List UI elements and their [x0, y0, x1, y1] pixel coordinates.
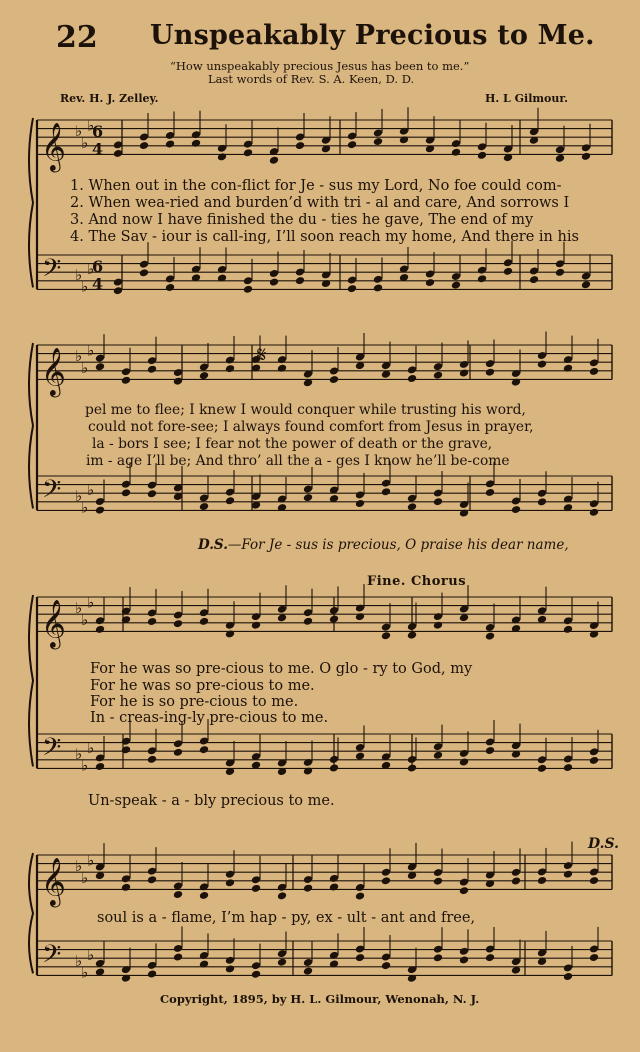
flat-sign-icon: ♭: [75, 744, 83, 763]
bass-clef-icon: 𝄢: [42, 253, 62, 289]
epigraph-quote: “How unspeakably precious Jesus has been to me.”: [170, 59, 470, 73]
treble-notehead: [407, 374, 417, 383]
chorus-line-2: soul is a - flame, I’m hap - py, ex - ult - ant and free,: [97, 910, 476, 926]
bass-notehead: [581, 280, 591, 289]
treble-notehead: [399, 135, 409, 144]
bass-notehead: [589, 953, 599, 962]
flat-sign-icon: ♭: [87, 851, 95, 870]
bass-notehead: [199, 502, 209, 511]
treble-notehead: [121, 883, 131, 892]
flat-sign-icon: ♭: [81, 358, 89, 377]
bass-notehead: [503, 267, 513, 276]
treble-notehead: [243, 148, 253, 157]
bass-clef-icon: 𝄢: [42, 732, 62, 768]
bass-notehead: [537, 497, 547, 506]
treble-notehead: [355, 892, 365, 901]
flat-sign-icon: ♭: [81, 756, 89, 775]
treble-notehead: [121, 376, 131, 385]
bass-clef-icon: 𝄢: [42, 474, 62, 510]
flat-sign-icon: ♭: [81, 498, 89, 517]
treble-notehead: [251, 621, 261, 630]
treble-notehead: [563, 870, 573, 879]
bass-notehead: [459, 757, 469, 766]
bass-notehead: [355, 499, 365, 508]
verse-1-line-2: pel me to flee; I knew I would conquer while trusting his word,: [85, 402, 526, 418]
verse-2-line-1: 2. When wea-ried and burden’d with tri - al and care, And sorrows I: [70, 195, 570, 211]
bass-notehead: [199, 745, 209, 754]
bass-notehead: [121, 488, 131, 497]
verse-3-line-1: 3. And now I have finished the du - ties he gave, The end of my: [70, 212, 534, 228]
flat-sign-icon: ♭: [81, 963, 89, 982]
treble-notehead: [589, 367, 599, 376]
bass-notehead: [303, 493, 313, 502]
treble-notehead: [459, 886, 469, 895]
treble-notehead: [225, 878, 235, 887]
flat-sign-icon: ♭: [75, 265, 83, 284]
bass-notehead: [563, 763, 573, 772]
treble-notehead: [477, 151, 487, 160]
dal-segno-mark: D.S.: [588, 836, 620, 852]
flat-sign-icon: ♭: [87, 593, 95, 612]
treble-notehead: [537, 360, 547, 369]
verse-4-line-1: 4. The Sav - iour is call-ing, I’ll soon reach my home, And there in his: [70, 229, 579, 245]
treble-notehead: [225, 629, 235, 638]
treble-notehead: [347, 140, 357, 149]
flat-sign-icon: ♭: [87, 481, 95, 500]
treble-notehead: [433, 371, 443, 380]
bass-notehead: [277, 958, 287, 967]
bass-notehead: [433, 953, 443, 962]
verse-1-line-3: For he was so pre-cious to me. O glo - ry to God, my: [90, 661, 473, 677]
composer-credit: H. L Gilmour.: [485, 92, 568, 105]
verse-3-line-2: la - bors I see; I fear not the power of death or the grave,: [92, 436, 493, 452]
treble-notehead: [537, 876, 547, 885]
bass-notehead: [147, 969, 157, 978]
bass-notehead: [563, 972, 573, 981]
bass-notehead: [381, 961, 391, 970]
flat-sign-icon: ♭: [81, 610, 89, 629]
lyricist-credit: Rev. H. J. Zelley.: [60, 92, 159, 105]
bass-notehead: [433, 497, 443, 506]
dal-segno-text: —For Je - sus is precious, O praise his dear name,: [227, 537, 569, 553]
system-brace: [29, 118, 33, 287]
flat-sign-icon: ♭: [81, 868, 89, 887]
treble-notehead: [329, 882, 339, 891]
bass-notehead: [555, 268, 565, 277]
treble-notehead: [563, 625, 573, 634]
treble-notehead: [373, 137, 383, 146]
treble-notehead: [589, 876, 599, 885]
verse-2-line-3: For he was so pre-cious to me.: [90, 678, 315, 694]
treble-notehead: [191, 139, 201, 148]
system-brace: [29, 595, 33, 766]
treble-notehead: [381, 876, 391, 885]
bass-notehead: [373, 283, 383, 292]
treble-notehead: [407, 631, 417, 640]
bass-notehead: [433, 751, 443, 760]
bass-notehead: [139, 268, 149, 277]
treble-notehead: [433, 877, 443, 886]
bass-notehead: [355, 953, 365, 962]
bass-notehead: [347, 284, 357, 293]
bass-notehead: [303, 967, 313, 976]
treble-notehead: [563, 364, 573, 373]
treble-clef-icon: 𝄞: [41, 121, 66, 171]
treble-notehead: [217, 152, 227, 161]
verse-1-line-1: 1. When out in the con-flict for Je - sus my Lord, No foe could com-: [70, 178, 562, 194]
hymn-title: Unspeakably Precious to Me.: [150, 20, 595, 51]
bass-notehead: [95, 506, 105, 515]
bass-notehead: [173, 748, 183, 757]
dal-segno-refrain: [198, 537, 569, 553]
treble-clef-icon: 𝄞: [41, 346, 66, 396]
flat-sign-icon: ♭: [75, 486, 83, 505]
flat-sign-icon: ♭: [87, 739, 95, 758]
epigraph-attribution: Last words of Rev. S. A. Keen, D. D.: [208, 72, 415, 86]
treble-notehead: [165, 139, 175, 148]
bass-notehead: [147, 489, 157, 498]
flat-sign-icon: ♭: [75, 347, 83, 366]
hymn-number: 22: [56, 20, 98, 55]
flat-sign-icon: ♭: [87, 260, 95, 279]
bass-notehead: [529, 275, 539, 284]
flat-sign-icon: ♭: [75, 599, 83, 618]
bass-notehead: [537, 764, 547, 773]
verse-4-line-3: In - creas-ing-ly pre-cious to me.: [90, 710, 329, 726]
bass-notehead: [295, 276, 305, 285]
treble-notehead: [355, 612, 365, 621]
bass-notehead: [485, 746, 495, 755]
treble-notehead: [485, 632, 495, 641]
bass-notehead: [477, 274, 487, 283]
bass-notehead: [147, 755, 157, 764]
bass-notehead: [303, 766, 313, 775]
flat-sign-icon: ♭: [87, 946, 95, 965]
treble-clef-icon: 𝄞: [41, 856, 66, 906]
treble-notehead: [199, 371, 209, 380]
bass-notehead: [225, 964, 235, 973]
bass-notehead: [485, 488, 495, 497]
treble-notehead: [95, 625, 105, 634]
bass-notehead: [425, 278, 435, 287]
treble-notehead: [225, 364, 235, 373]
treble-notehead: [269, 156, 279, 165]
bass-notehead: [407, 763, 417, 772]
time-sig-bottom: 4: [92, 139, 104, 159]
system-brace: [29, 343, 33, 508]
flat-sign-icon: ♭: [87, 341, 95, 360]
bass-notehead: [451, 281, 461, 290]
flat-sign-icon: ♭: [75, 122, 83, 141]
treble-notehead: [147, 617, 157, 626]
verse-3-line-3: For he is so pre-cious to me.: [90, 694, 299, 710]
verse-2-line-2: could not fore-see; I always found comfort from Jesus in prayer,: [88, 419, 534, 435]
treble-notehead: [147, 365, 157, 374]
dal-segno-label: D.S.: [198, 537, 228, 553]
treble-notehead: [173, 890, 183, 899]
bass-notehead: [243, 285, 253, 294]
flat-sign-icon: ♭: [81, 277, 89, 296]
bass-notehead: [225, 496, 235, 505]
treble-notehead: [251, 884, 261, 893]
treble-notehead: [147, 875, 157, 884]
bass-notehead: [95, 762, 105, 771]
time-sig-bottom: 4: [92, 274, 104, 294]
flat-sign-icon: ♭: [75, 951, 83, 970]
bass-notehead: [381, 487, 391, 496]
treble-notehead: [199, 617, 209, 626]
treble-notehead: [303, 884, 313, 893]
bass-notehead: [485, 953, 495, 962]
segno-icon: 𝄋: [257, 343, 267, 368]
flat-sign-icon: ♭: [87, 116, 95, 135]
treble-notehead: [459, 368, 469, 377]
bass-notehead: [165, 283, 175, 292]
treble-clef-icon: 𝄞: [41, 598, 66, 648]
treble-notehead: [451, 148, 461, 157]
copyright-notice: Copyright, 1895, by H. L. Gilmour, Wenonah, N. J.: [160, 992, 480, 1006]
treble-notehead: [277, 364, 287, 373]
treble-notehead: [173, 619, 183, 628]
fine-chorus-label: Fine. Chorus: [367, 574, 467, 589]
treble-notehead: [485, 368, 495, 377]
bass-notehead: [269, 278, 279, 287]
bass-echo-lyric: Un-speak - a - bly precious to me.: [88, 793, 335, 809]
time-sig-top: 6: [92, 122, 104, 142]
bass-notehead: [251, 970, 261, 979]
verse-4-line-2: im - age I’ll be; And thro’ all the a - ges I know he’ll be-come: [86, 453, 510, 469]
treble-notehead: [433, 621, 443, 630]
treble-notehead: [329, 375, 339, 384]
bass-notehead: [589, 756, 599, 765]
bass-notehead: [511, 505, 521, 514]
treble-notehead: [511, 876, 521, 885]
treble-notehead: [381, 631, 391, 640]
treble-notehead: [295, 141, 305, 150]
treble-notehead: [199, 891, 209, 900]
bass-clef-icon: 𝄢: [42, 939, 62, 975]
treble-notehead: [95, 362, 105, 371]
treble-notehead: [555, 154, 565, 163]
treble-notehead: [581, 152, 591, 161]
treble-notehead: [277, 891, 287, 900]
bass-notehead: [459, 955, 469, 964]
flat-sign-icon: ♭: [81, 133, 89, 152]
bass-notehead: [329, 763, 339, 772]
system-brace: [29, 853, 33, 973]
time-sig-top: 6: [92, 257, 104, 277]
bass-notehead: [173, 952, 183, 961]
bass-notehead: [589, 508, 599, 517]
bass-notehead: [121, 745, 131, 754]
flat-sign-icon: ♭: [75, 857, 83, 876]
treble-notehead: [303, 617, 313, 626]
treble-notehead: [139, 141, 149, 150]
